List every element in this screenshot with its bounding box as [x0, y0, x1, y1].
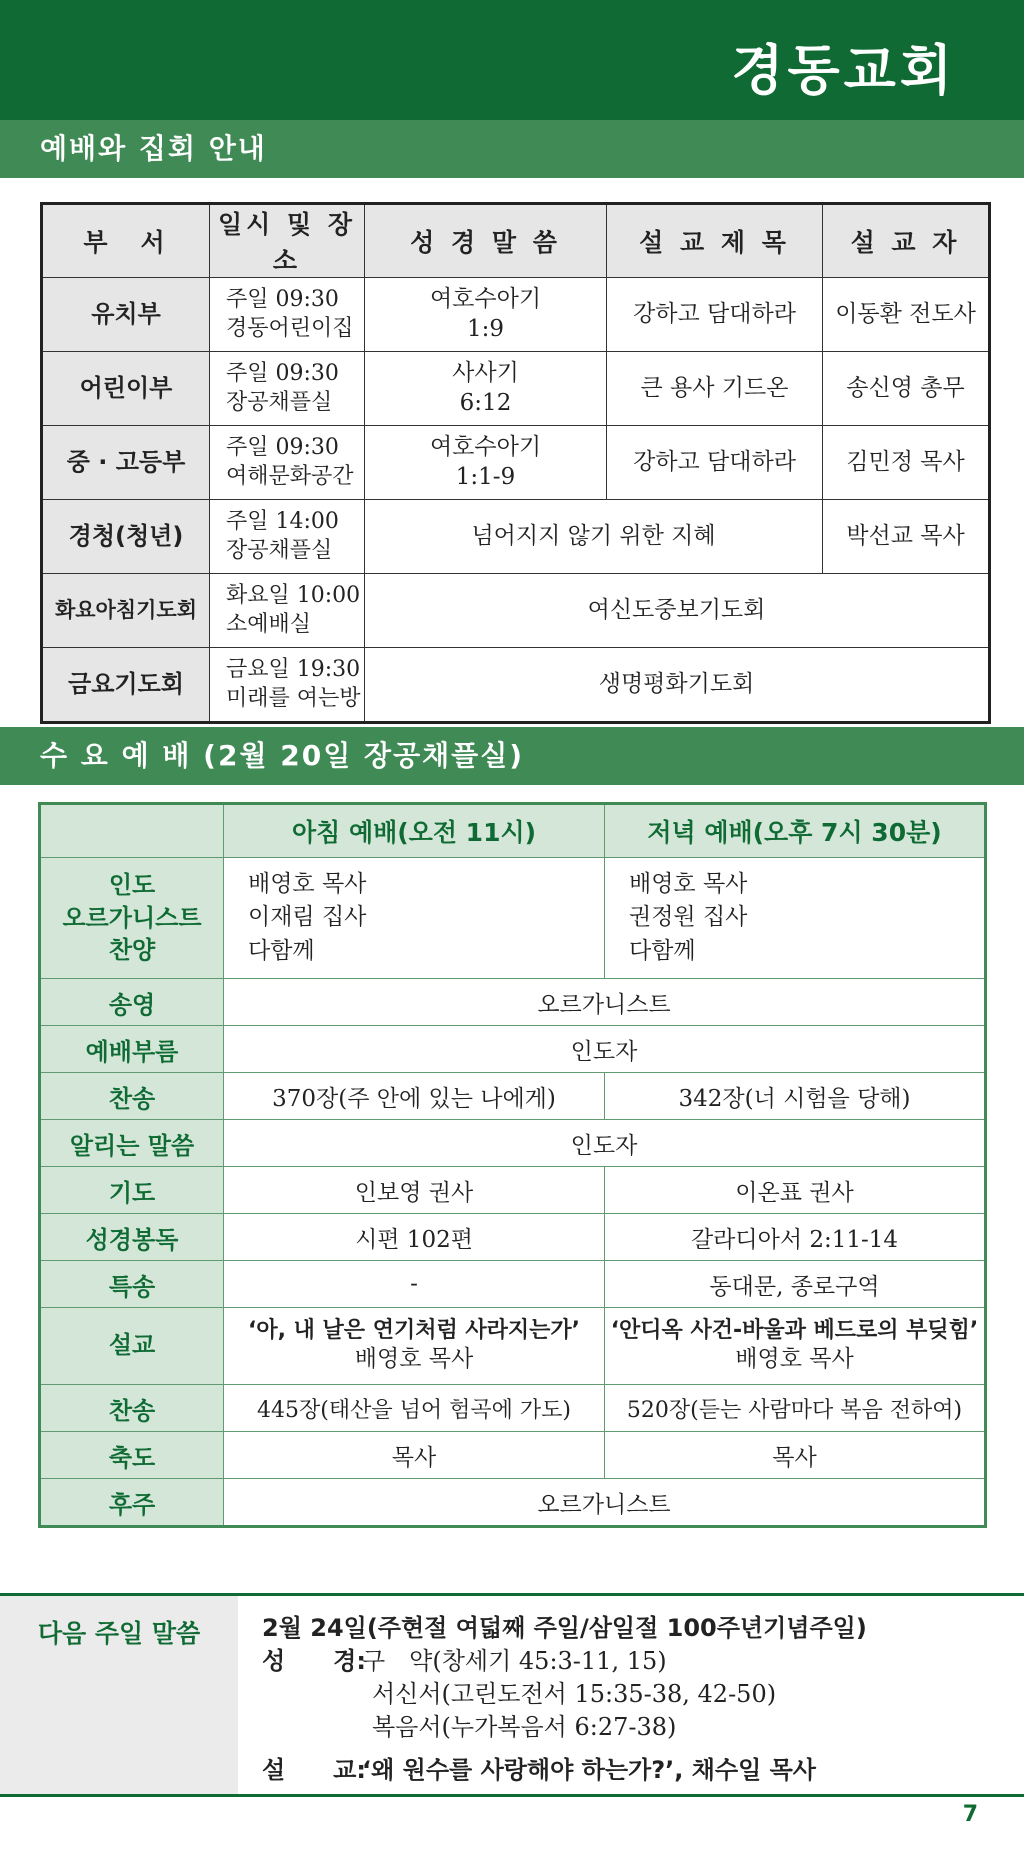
scripture-book: 여호수아기	[429, 285, 542, 312]
section-title-wednesday: 수 요 예 배 (2월 20일 장공채플실)	[0, 727, 1024, 785]
scripture-book: 사사기	[452, 359, 519, 386]
evening-cell: 이온표 권사	[605, 1167, 986, 1214]
table-row	[42, 278, 990, 352]
scripture-book: 여호수아기	[429, 433, 542, 460]
order-label: 후주	[40, 1479, 224, 1527]
sermon-title-cell: 강하고 담대하라	[607, 426, 823, 500]
order-label: 축도	[40, 1432, 224, 1479]
person: 배영호 목사	[629, 870, 748, 897]
time: 화요일 10:00	[226, 582, 361, 608]
table-row	[40, 1120, 986, 1167]
table-row	[40, 1432, 986, 1479]
col-header: 부 서	[42, 204, 210, 278]
sermon-preacher: 배영호 목사	[354, 1346, 474, 1373]
morning-cell: 인보영 권사	[224, 1167, 605, 1214]
time-place-cell	[210, 574, 365, 648]
col-header: 일시 및 장소	[210, 204, 365, 278]
table-row	[40, 979, 986, 1026]
church-name: 경동교회	[731, 38, 956, 102]
place: 경동어린이집	[226, 315, 354, 341]
table-row	[40, 1261, 986, 1308]
table-row	[40, 1308, 986, 1385]
sermon-title-cell: 강하고 담대하라	[607, 278, 823, 352]
roles-cell	[40, 858, 224, 979]
morning-cell: 시편 102편	[224, 1214, 605, 1261]
scripture-cell	[365, 426, 607, 500]
merged-cell: 인도자	[224, 1026, 986, 1073]
preacher-cell: 송신영 총무	[823, 352, 990, 426]
section-title-services: 예배와 집회 안내	[0, 120, 1024, 178]
person: 배영호 목사	[248, 870, 367, 897]
time: 금요일 19:30	[226, 656, 361, 682]
scripture-row	[262, 1645, 867, 1678]
table-row	[42, 426, 990, 500]
order-label: 예배부름	[40, 1026, 224, 1073]
role-label: 찬양	[108, 936, 156, 965]
place: 장공채플실	[226, 389, 333, 415]
scripture-ref: 1:1-9	[455, 463, 516, 490]
time-place-cell	[210, 648, 365, 723]
order-label: 성경봉독	[40, 1214, 224, 1261]
dept-cell: 유치부	[42, 278, 210, 352]
time: 주일 14:00	[226, 508, 339, 534]
morning-cell: 목사	[224, 1432, 605, 1479]
merged-cell: 인도자	[224, 1120, 986, 1167]
table-row	[42, 500, 990, 574]
table-row	[40, 1026, 986, 1073]
evening-cell: 520장(듣는 사람마다 복음 전하여)	[605, 1385, 986, 1432]
scripture-cell	[365, 278, 607, 352]
scripture-ref: 1:9	[466, 315, 504, 342]
table-row	[40, 858, 986, 979]
sermon-key: 설 교:	[262, 1756, 366, 1784]
reading: 서신서(고린도전서 15:35-38, 42-50)	[372, 1680, 777, 1708]
role-label: 오르가니스트	[62, 903, 202, 932]
preacher-cell: 이동환 전도사	[823, 278, 990, 352]
reading: 복음서(누가복음서 6:27-38)	[372, 1713, 677, 1741]
time-place-cell	[210, 278, 365, 352]
time-place-cell	[210, 500, 365, 574]
morning-people	[224, 858, 605, 979]
evening-cell: 목사	[605, 1432, 986, 1479]
services-header-row	[42, 204, 990, 278]
place: 소예배실	[226, 611, 312, 637]
evening-cell: 동대문, 종로구역	[605, 1261, 986, 1308]
preacher-cell: 김민정 목사	[823, 426, 990, 500]
person: 다함께	[248, 937, 315, 964]
table-row	[40, 1479, 986, 1527]
sermon-text: ‘왜 원수를 사랑해야 하는가?’, 채수일 목사	[362, 1756, 816, 1784]
table-row	[42, 352, 990, 426]
scripture-ref: 6:12	[459, 389, 512, 416]
place: 여해문화공간	[226, 463, 354, 489]
order-label: 설교	[40, 1308, 224, 1385]
table-row	[40, 1385, 986, 1432]
corner-cell	[40, 804, 224, 858]
col-header: 성 경 말 씀	[365, 204, 607, 278]
scripture-cell	[365, 352, 607, 426]
evening-header: 저녁 예배(오후 7시 30분)	[605, 804, 986, 858]
person: 이재림 집사	[248, 904, 367, 931]
time: 주일 09:30	[226, 434, 339, 460]
wednesday-table	[38, 802, 987, 1528]
order-label: 기도	[40, 1167, 224, 1214]
page-number: 7	[962, 1802, 978, 1827]
person: 권정원 집사	[629, 904, 748, 931]
time: 주일 09:30	[226, 360, 339, 386]
role-label: 인도	[108, 871, 156, 900]
evening-people	[605, 858, 986, 979]
merged-cell: 오르가니스트	[224, 979, 986, 1026]
reading: 구 약(창세기 45:3-11, 15)	[362, 1647, 667, 1675]
order-label: 알리는 말씀	[40, 1120, 224, 1167]
next-sunday-box	[0, 1593, 1024, 1797]
morning-cell: 445장(태산을 넘어 험곡에 가도)	[224, 1385, 605, 1432]
merged-cell: 여신도중보기도회	[365, 574, 990, 648]
header-band	[0, 0, 1024, 120]
merged-cell: 넘어지지 않기 위한 지혜	[365, 500, 823, 574]
wednesday-header-row	[40, 804, 986, 858]
morning-cell: -	[224, 1261, 605, 1308]
table-row	[42, 648, 990, 723]
place: 장공채플실	[226, 537, 333, 563]
scripture-key: 성 경:	[262, 1647, 366, 1675]
time-place-cell	[210, 352, 365, 426]
dept-cell: 화요아침기도회	[42, 574, 210, 648]
table-row	[42, 574, 990, 648]
preacher-cell: 박선교 목사	[823, 500, 990, 574]
table-row	[40, 1073, 986, 1120]
dept-cell: 경청(청년)	[42, 500, 210, 574]
dept-cell: 어린이부	[42, 352, 210, 426]
person: 다함께	[629, 937, 696, 964]
order-label: 특송	[40, 1261, 224, 1308]
services-table	[40, 202, 991, 724]
dept-cell: 중 · 고등부	[42, 426, 210, 500]
sermon-preacher: 배영호 목사	[735, 1346, 854, 1373]
table-row	[40, 1167, 986, 1214]
col-header: 설 교 자	[823, 204, 990, 278]
morning-sermon-cell	[224, 1308, 605, 1385]
place: 미래를 여는방	[226, 685, 361, 711]
morning-header: 아침 예배(오전 11시)	[224, 804, 605, 858]
time: 주일 09:30	[226, 286, 339, 312]
order-label: 찬송	[40, 1073, 224, 1120]
sermon-row	[262, 1754, 867, 1787]
next-sunday-heading: 2월 24일(주현절 여덟째 주일/삼일절 100주년기념주일)	[262, 1614, 867, 1642]
evening-cell: 342장(너 시험을 당해)	[605, 1073, 986, 1120]
evening-sermon-cell	[605, 1308, 986, 1385]
time-place-cell	[210, 426, 365, 500]
table-row	[40, 1214, 986, 1261]
order-label: 송영	[40, 979, 224, 1026]
morning-cell: 370장(주 안에 있는 나에게)	[224, 1073, 605, 1120]
sermon-title-cell: 큰 용사 기드온	[607, 352, 823, 426]
order-label: 찬송	[40, 1385, 224, 1432]
merged-cell: 오르가니스트	[224, 1479, 986, 1527]
sermon-title: ‘아, 내 날은 연기처럼 사라지는가’	[248, 1317, 580, 1343]
merged-cell: 생명평화기도회	[365, 648, 990, 723]
col-header: 설 교 제 목	[607, 204, 823, 278]
evening-cell: 갈라디아서 2:11-14	[605, 1214, 986, 1261]
next-sunday-label: 다음 주일 말씀	[0, 1596, 238, 1794]
dept-cell: 금요기도회	[42, 648, 210, 723]
next-sunday-body	[262, 1612, 867, 1787]
sermon-title: ‘안디옥 사건-바울과 베드로의 부딪힘’	[610, 1317, 979, 1343]
